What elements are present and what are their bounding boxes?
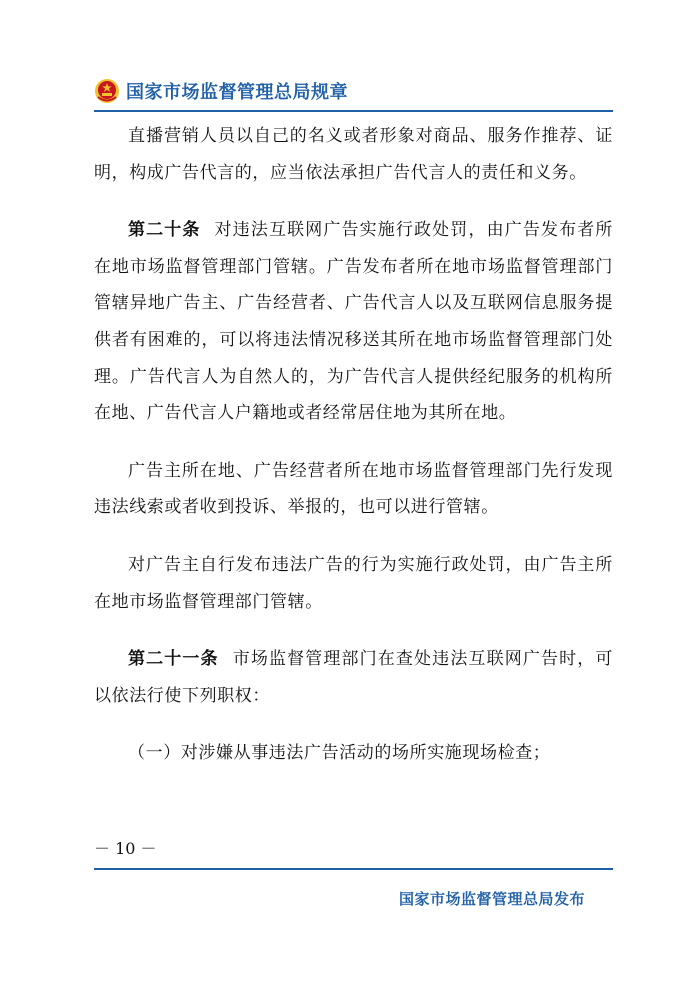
paragraph-article-21: [94, 641, 613, 714]
paragraph-item-1: [94, 735, 613, 772]
paragraph-1-text: 直播营销人员以自己的名义或者形象对商品、服务作推荐、证明，构成广告代言的，应当依法承担广告代言人的责任和义务。: [94, 126, 613, 183]
paragraph-1: [94, 118, 613, 191]
document-body: [94, 118, 613, 772]
paragraph-article-20: [94, 212, 613, 432]
article-21-text: 市场监督管理部门在查处违法互联网广告时，可以依法行使下列职权：: [94, 649, 613, 706]
header-title: 国家市场监督管理总局规章: [126, 82, 348, 103]
footer-publisher: 国家市场监督管理总局发布: [398, 890, 585, 908]
article-heading-21: 第二十一条: [128, 649, 219, 670]
paragraph-4-text: 对广告主自行发布违法广告的行为实施行政处罚，由广告主所在地市场监督管理部门管辖。: [94, 554, 613, 612]
article-heading-20: 第二十条: [128, 220, 201, 241]
paragraph-4: [94, 547, 613, 620]
page-number: － 10 －: [94, 839, 157, 858]
national-emblem-icon: [94, 78, 120, 104]
item-1-text: （一）对涉嫌从事违法广告活动的场所实施现场检查；: [128, 743, 551, 764]
paragraph-3-text: 广告主所在地、广告经营者所在地市场监督管理部门先行发现违法线索或者收到投诉、举报的，也可以进行管辖。: [94, 460, 613, 518]
article-20-text: 对违法互联网广告实施行政处罚，由广告发布者所在地市场监督管理部门管辖。广告发布者所在地市场监督管理部门管辖异地广告主、广告经营者、广告代言人以及互联网信息服务提供者有困难的，可以将违法情况移送其所在地市场监督管理部门处理。广告代言人为自然人的，为广告代言人提供经纪服务的机构所在地、广告代言人户籍地或者经常居住地为其所在地。: [94, 220, 613, 424]
header-divider: [94, 110, 613, 112]
footer-divider: [94, 868, 613, 870]
page-header: [94, 73, 348, 109]
paragraph-3: [94, 453, 613, 526]
